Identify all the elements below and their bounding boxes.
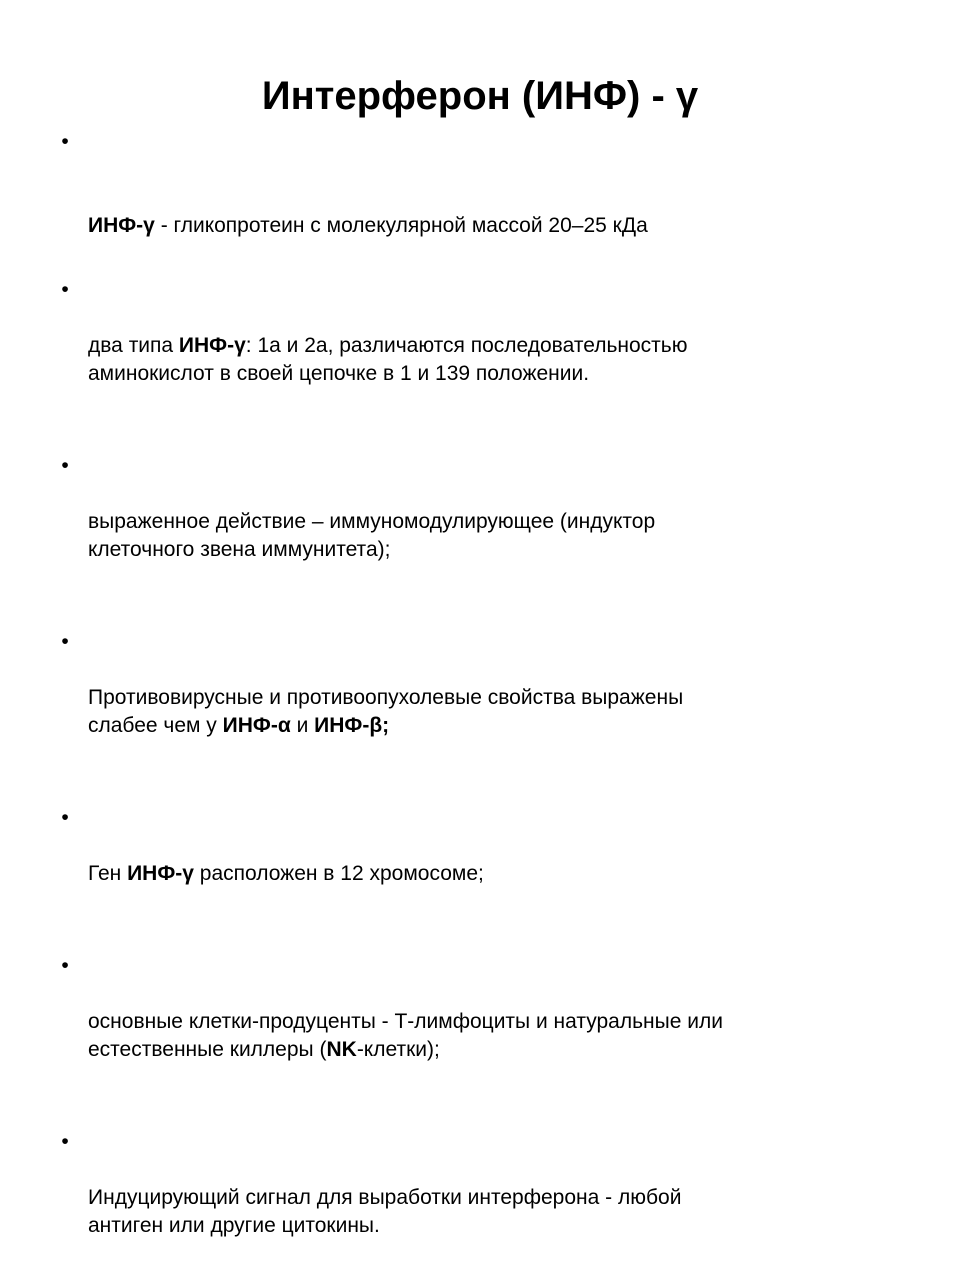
text-run: расположен в 12 хромосоме;: [193, 862, 484, 885]
bullet-dot-icon: •: [61, 278, 69, 301]
text-run: Ген: [88, 862, 128, 885]
bullet-text: [88, 332, 918, 388]
slide-title: Интерферон (ИНФ) - γ: [261, 74, 699, 118]
text-run: выраженное действие – иммуномодулирующее (индуктор клеточного звена иммунитета);: [88, 510, 656, 561]
bullet-dot-icon: •: [61, 130, 69, 153]
bullet-text: [88, 184, 918, 240]
bullet-item-3: [58, 452, 918, 592]
text-run-bold: ИНФ-γ: [127, 862, 194, 885]
bullet-dot-icon: •: [61, 806, 69, 829]
bullet-text: [88, 684, 918, 740]
text-run: два типа: [88, 334, 179, 357]
bullet-text: [88, 508, 918, 564]
bullet-list: [58, 128, 918, 1268]
text-run: : 1а и 2а, различаются последовательностью аминокислот в своей цепочке в 1 и 139 положении.: [88, 334, 688, 385]
text-run: -клетки);: [356, 1038, 440, 1061]
text-run-bold: ИНФ-γ: [88, 214, 155, 237]
text-run: основные клетки-продуценты - Т-лимфоциты и натуральные или естественные киллеры (: [88, 1010, 723, 1061]
bullet-item-4: [58, 628, 918, 768]
bullet-item-5: [58, 804, 918, 916]
bullet-text: [88, 860, 918, 888]
bullet-text: [88, 1008, 918, 1064]
bullet-item-2: [58, 276, 918, 416]
text-run: Противовирусные и противоопухолевые свойства выражены слабее чем у: [88, 686, 684, 737]
bullet-dot-icon: •: [61, 630, 69, 653]
bullet-item-1: [58, 128, 918, 268]
bullet-dot-icon: •: [61, 454, 69, 477]
bullet-text: [88, 1184, 918, 1240]
text-run: и: [290, 714, 315, 737]
bullet-item-6: [58, 952, 918, 1092]
bullet-dot-icon: •: [61, 1130, 69, 1153]
bullet-dot-icon: •: [61, 954, 69, 977]
text-run-bold: ИНФ-β;: [314, 714, 390, 737]
text-run-bold: NK: [326, 1038, 357, 1061]
text-run-bold: ИНФ-γ: [178, 334, 246, 357]
text-run: - гликопротеин с молекулярной массой 20–25 кДа: [154, 214, 648, 237]
text-run-bold: ИНФ-α: [222, 714, 291, 737]
text-run: Индуцирующий сигнал для выработки интерферона - любой антиген или другие цитокины.: [88, 1186, 682, 1237]
bullet-item-7: [58, 1128, 918, 1268]
